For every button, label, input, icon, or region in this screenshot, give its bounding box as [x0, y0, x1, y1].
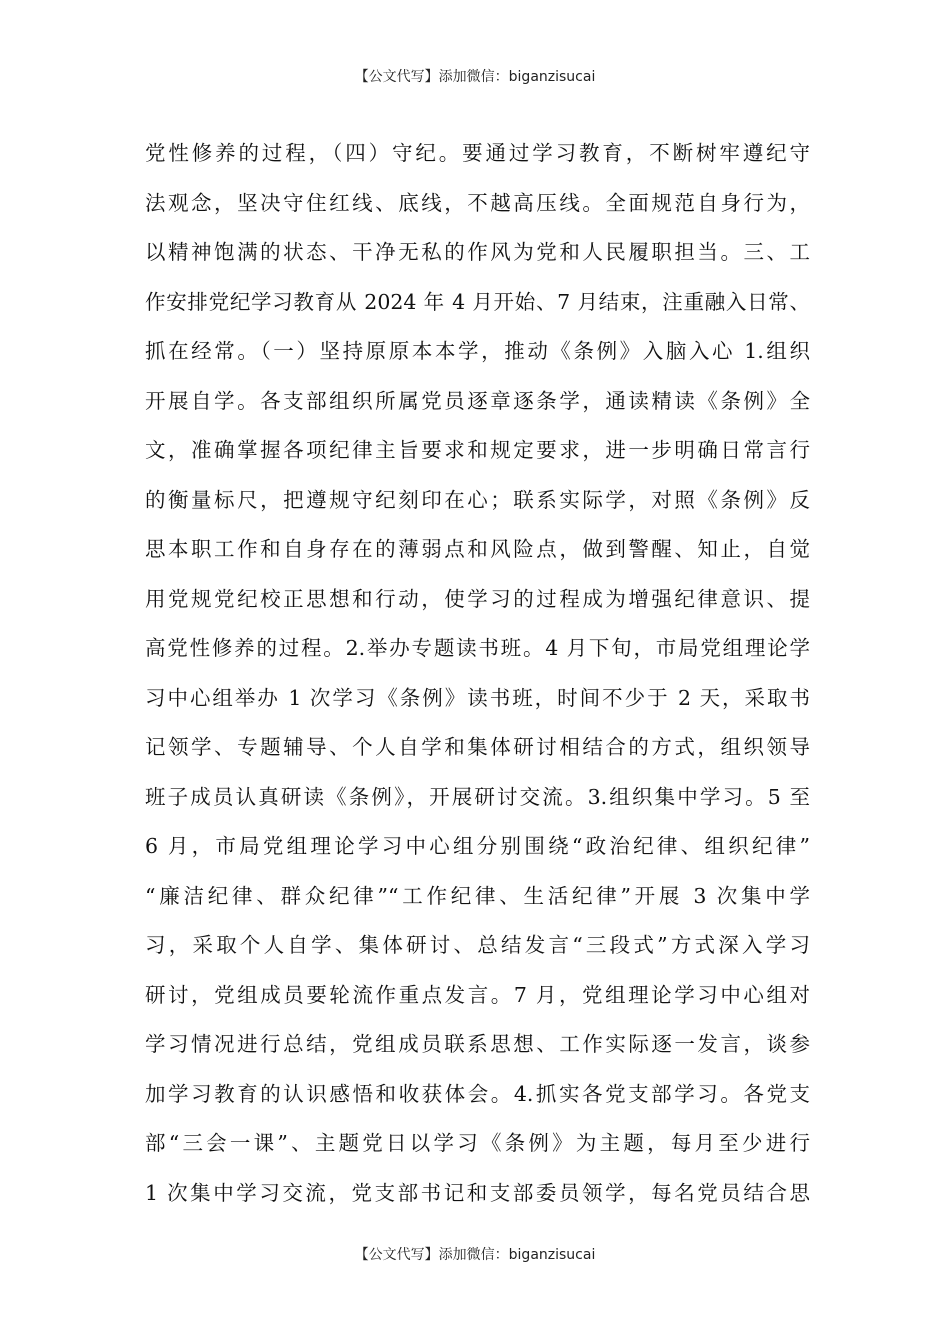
body-line: 作安排党纪学习教育从 2024 年 4 月开始、7 月结束，注重融入日常、 [145, 289, 810, 314]
body-line: 党性修养的过程，（四）守纪。要通过学习教育，不断树牢遵纪守 [145, 141, 810, 165]
body-line: 用党规党纪校正思想和行动，使学习的过程成为增强纪律意识、提 [145, 586, 810, 611]
body-line: 习中心组举办 1 次学习《条例》读书班，时间不少于 2 天，采取书 [145, 685, 810, 710]
body-line: 学习情况进行总结，党组成员联系思想、工作实际逐一发言，谈参 [145, 1032, 810, 1056]
body-line: 习，采取个人自学、集体研讨、总结发言“三段式”方式深入学习 [145, 933, 810, 957]
page-footer: 【公文代写】添加微信：biganzisucai [354, 1247, 596, 1263]
document-body [145, 134, 810, 1223]
body-line: “廉洁纪律、群众纪律”“工作纪律、生活纪律”开展 3 次集中学 [145, 883, 810, 908]
body-line: 文，准确掌握各项纪律主旨要求和规定要求，进一步明确日常言行 [145, 438, 810, 462]
body-line: 部“三会一课”、主题党日以学习《条例》为主题，每月至少进行 [145, 1131, 810, 1155]
body-line: 研讨，党组成员要轮流作重点发言。7 月，党组理论学习中心组对 [145, 982, 810, 1007]
body-line: 6 月，市局党组理论学习中心组分别围绕“政治纪律、组织纪律” [145, 834, 810, 858]
body-line: 思本职工作和自身存在的薄弱点和风险点，做到警醒、知止，自觉 [145, 537, 810, 561]
body-line: 1 次集中学习交流，党支部书记和支部委员领学，每名党员结合思 [145, 1180, 810, 1205]
body-line: 开展自学。各支部组织所属党员逐章逐条学，通读精读《条例》全 [145, 388, 810, 413]
body-line: 抓在经常。（一）坚持原原本本学，推动《条例》入脑入心 1.组织 [145, 339, 810, 363]
body-line: 以精神饱满的状态、干净无私的作风为党和人民履职担当。三、工 [145, 240, 810, 264]
body-line: 法观念，坚决守住红线、底线，不越高压线。全面规范自身行为， [145, 190, 810, 215]
body-line: 的衡量标尺，把遵规守纪刻印在心；联系实际学，对照《条例》反 [145, 487, 810, 512]
body-line: 班子成员认真研读《条例》，开展研讨交流。3.组织集中学习。5 至 [145, 784, 810, 809]
body-line: 加学习教育的认识感悟和收获体会。4.抓实各党支部学习。各党支 [145, 1081, 810, 1106]
body-line: 记领学、专题辅导、个人自学和集体研讨相结合的方式，组织领导 [145, 735, 810, 759]
body-line: 高党性修养的过程。2.举办专题读书班。4 月下旬，市局党组理论学 [145, 636, 810, 660]
page-header: 【公文代写】添加微信：biganzisucai [354, 69, 596, 85]
